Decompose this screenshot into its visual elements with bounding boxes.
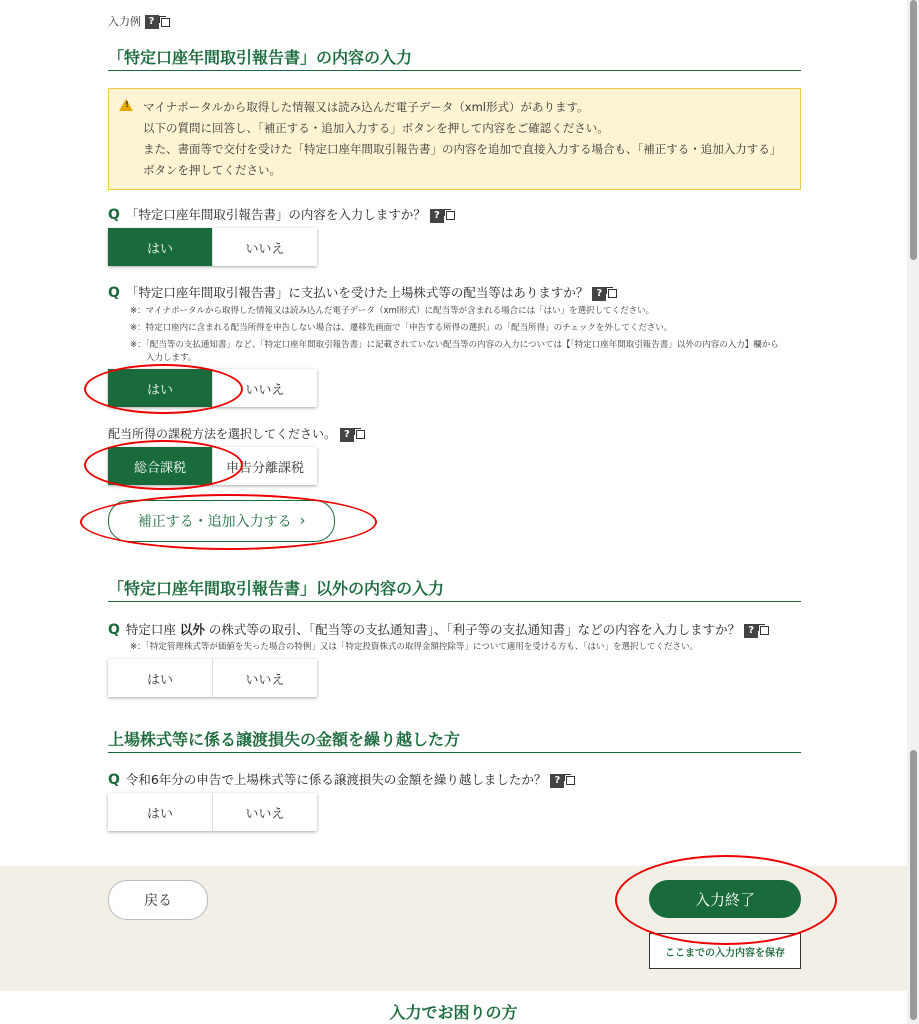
- note: ※：特定口座内に含まれる配当所得を申告しない場合は、遷移先画面で「申告する所得の選択」の「配当所得」のチェックを外してください。: [130, 323, 673, 333]
- section-divider: [108, 601, 801, 602]
- finish-input-button[interactable]: 入力終了: [649, 880, 801, 918]
- save-progress-button[interactable]: ここまでの入力内容を保存: [649, 933, 801, 969]
- no-button[interactable]: いいえ: [212, 659, 317, 697]
- separate-tax-button[interactable]: 申告分離課税: [212, 447, 317, 485]
- section-title-report: 「特定口座年間取引報告書」の内容の入力: [108, 48, 413, 67]
- toggle-tax-method: [108, 447, 317, 485]
- note: 入力します。: [146, 353, 197, 363]
- question-input-report: Q 「特定口座年間取引報告書」の内容を入力しますか？ ?: [108, 205, 455, 223]
- help-heading: 入力でお困りの方: [389, 1003, 518, 1022]
- note: ※：「配当等の支払通知書」など、「特定口座年間取引報告書」に記載されていない配当等の内容の入力については【「特定口座年間取引報告書」以外の内容の入力】欄から: [130, 340, 779, 350]
- toggle-input-report: [108, 228, 317, 266]
- yes-button[interactable]: はい: [146, 806, 173, 822]
- scrollbar[interactable]: [907, 0, 919, 1024]
- section-title-other: 「特定口座年間取引報告書」以外の内容の入力: [108, 579, 445, 598]
- toggle-loss-carryover: [108, 793, 317, 831]
- comprehensive-tax-button[interactable]: 総合課税: [108, 447, 212, 485]
- notice-box: ! マイナポータルから取得した情報又は読み込んだ電子データ（xml形式）があります。 以下の質問に回答し、「補正する・追加入力する」ボタンを押して内容をご確認ください。 また、書面等で交付を受けた「特定口座年間取引報告書」の内容を追加で直接入力する場合も、「補正する・追加入力する」 ボタンを押してください。: [108, 88, 801, 190]
- scrollbar-thumb-upper[interactable]: [910, 0, 917, 260]
- yes-button[interactable]: はい: [108, 228, 212, 266]
- question-other-input: Q 特定口座 以外 の株式等の取引、「配当等の支払通知書」、「利子等の支払通知書」などの内容を入力しますか？ ?: [108, 620, 769, 638]
- no-button[interactable]: いいえ: [212, 369, 317, 407]
- back-button[interactable]: 戻る: [108, 880, 208, 920]
- no-button[interactable]: いいえ: [212, 228, 317, 266]
- correct-add-button[interactable]: 補正する・追加入力する ›: [108, 500, 335, 542]
- toggle-other-input: [108, 659, 317, 697]
- yes-button[interactable]: はい: [108, 369, 212, 407]
- help-icon[interactable]: ?: [550, 774, 575, 788]
- tax-method-label: 配当所得の課税方法を選択してください。 ?: [108, 425, 365, 442]
- input-example-row: [108, 13, 170, 29]
- section-divider: [108, 70, 801, 71]
- section-title-loss: 上場株式等に係る譲渡損失の金額を繰り越した方: [108, 730, 461, 749]
- note: ※：マイナポータルから取得した情報又は読み込んだ電子データ（xml形式）に配当等が含まれる場合には「はい」を選択してください。: [130, 306, 655, 316]
- input-example-label: 入力例: [108, 15, 141, 28]
- yes-button[interactable]: はい: [146, 672, 173, 688]
- help-icon[interactable]: ?: [430, 209, 455, 223]
- notice-text: マイナポータルから取得した情報又は読み込んだ電子データ（xml形式）があります。 以下の質問に回答し、「補正する・追加入力する」ボタンを押して内容をご確認ください。 また、書面等で交付を受けた「特定口座年間取引報告書」の内容を追加で直接入力する場合も、「補正する・追加入力する」 ボタンを押してください。: [143, 100, 782, 177]
- note: ※：「特定管理株式等が価値を失った場合の特例」又は「特定投資株式の取得金額控除等」について適用を受ける方も、「はい」を選択してください。: [130, 642, 698, 652]
- help-icon[interactable]: ?: [592, 287, 617, 301]
- help-icon[interactable]: ?: [340, 428, 365, 442]
- question-loss-carryover: Q 令和6年分の申告で上場株式等に係る譲渡損失の金額を繰り越しましたか？ ?: [108, 770, 575, 788]
- chevron-right-icon: ›: [299, 513, 306, 529]
- section-divider: [108, 752, 801, 753]
- help-icon[interactable]: ?: [744, 624, 769, 638]
- toggle-dividends: [108, 369, 317, 407]
- scrollbar-thumb[interactable]: [910, 750, 917, 1020]
- question-dividends: Q 「特定口座年間取引報告書」に支払いを受けた上場株式等の配当等はありますか？ ?: [108, 283, 617, 301]
- no-button[interactable]: いいえ: [212, 793, 317, 831]
- help-icon[interactable]: ?: [145, 15, 170, 29]
